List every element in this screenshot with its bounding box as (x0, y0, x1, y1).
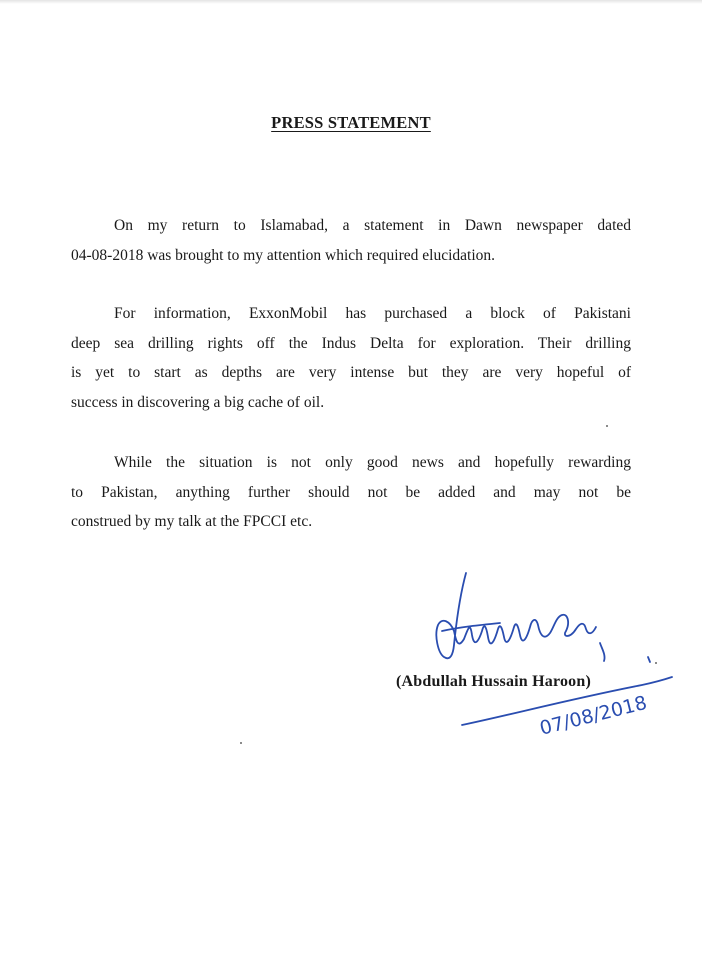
paragraph-line: On my return to Islamabad, a statement in Dawn newspaper dated (114, 217, 631, 234)
paragraph-line: deep sea drilling rights off the Indus Delta for exploration. Their drilling (71, 334, 631, 352)
scan-top-edge (0, 0, 702, 4)
signature-date: 07/08/2018 (537, 691, 650, 740)
paragraph-1 (71, 211, 631, 270)
handwritten-signature (420, 565, 680, 745)
paragraph-line: 04-08-2018 was brought to my attention which required elucidation. (71, 246, 496, 264)
paragraph-line: construed by my talk at the FPCCI etc. (71, 513, 313, 530)
paragraph-line: success in discovering a big cache of oil. (71, 393, 325, 411)
paragraph-line: For information, ExxonMobil has purchased a block of Pakistani (114, 305, 631, 322)
signatory-name: (Abdullah Hussain Haroon) (396, 673, 591, 690)
scan-speck (606, 425, 608, 427)
paragraph-line: While the situation is not only good news and hopefully rewarding (114, 454, 631, 471)
paragraph-line: to Pakistan, anything further should not be added and may not be (71, 483, 631, 501)
document-title: PRESS STATEMENT (271, 113, 431, 132)
scan-speck (240, 742, 242, 744)
paragraph-2 (71, 299, 631, 417)
paragraph-3 (71, 448, 631, 537)
scan-speck (655, 662, 657, 664)
paragraph-line: is yet to start as depths are very intense but they are very hopeful of (71, 364, 631, 381)
